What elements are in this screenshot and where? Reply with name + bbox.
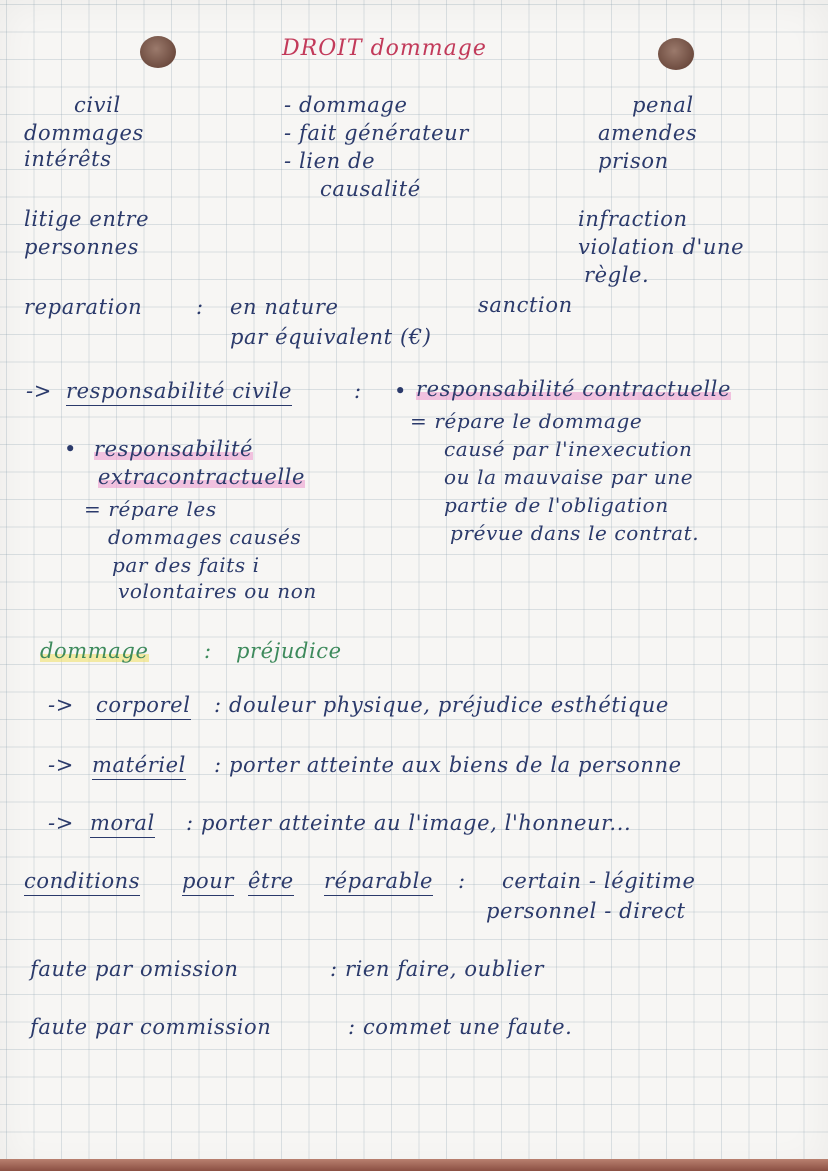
conditions-row-1: certain - légitime bbox=[502, 869, 696, 893]
penal-sanction: sanction bbox=[478, 293, 573, 317]
conditions-word-4: réparable bbox=[324, 868, 433, 896]
resp-arrow: -> bbox=[26, 379, 52, 403]
resp-civile-colon: : bbox=[354, 379, 362, 403]
type-text-materiel: : porter atteinte aux biens de la personne bbox=[214, 753, 682, 777]
element-lien: - lien de bbox=[284, 149, 376, 173]
element-causalite: causalité bbox=[320, 177, 421, 201]
extracontractuelle-title-2: extracontractuelle bbox=[98, 465, 306, 489]
conditions-colon: : bbox=[458, 869, 466, 893]
extracontractuelle-title-1: responsabilité bbox=[94, 437, 254, 461]
penal-heading: penal bbox=[632, 93, 694, 117]
type-text-moral: : porter atteinte au l'image, l'honneur... bbox=[186, 811, 632, 835]
civil-litige-1: litige entre bbox=[24, 207, 150, 231]
extracontractuelle-line-4: volontaires ou non bbox=[118, 579, 317, 603]
conditions-row-2: personnel - direct bbox=[486, 899, 686, 923]
type-label-corporel: corporel bbox=[96, 692, 191, 720]
conditions-word-1: conditions bbox=[24, 868, 140, 896]
page-bottom-edge bbox=[0, 1159, 828, 1171]
penal-infraction-2: violation d'une bbox=[578, 235, 745, 259]
binder-hole-left bbox=[140, 36, 176, 68]
reparation-equivalent: par équivalent (€) bbox=[230, 325, 432, 349]
penal-infraction-3: règle. bbox=[584, 263, 650, 287]
reparation-colon: : bbox=[196, 295, 204, 319]
penal-line-1: amendes bbox=[598, 121, 698, 145]
penal-infraction-1: infraction bbox=[578, 207, 688, 231]
civil-line-2: intérêts bbox=[24, 147, 112, 171]
faute-commission-text: : commet une faute. bbox=[348, 1015, 573, 1039]
resp-civile-title: responsabilité civile bbox=[66, 378, 292, 406]
type-label-materiel: matériel bbox=[92, 752, 186, 780]
civil-heading: civil bbox=[74, 93, 121, 117]
binder-hole-right bbox=[658, 38, 694, 70]
faute-commission-label: faute par commission bbox=[30, 1015, 272, 1039]
conditions-word-3: être bbox=[248, 868, 294, 896]
faute-omission-text: : rien faire, oublier bbox=[330, 957, 545, 981]
contractuelle-line-5: prévue dans le contrat. bbox=[450, 521, 700, 545]
extracontractuelle-line-3: par des faits i bbox=[112, 553, 260, 577]
dommage-colon: : bbox=[204, 639, 212, 663]
faute-omission-label: faute par omission bbox=[30, 957, 239, 981]
element-fait-generateur: - fait générateur bbox=[284, 121, 469, 145]
dommage-label: dommage bbox=[40, 639, 149, 663]
extracontractuelle-line-2: dommages causés bbox=[108, 525, 302, 549]
civil-litige-2: personnes bbox=[24, 235, 139, 259]
type-label-moral: moral bbox=[90, 810, 155, 838]
type-arrow: -> bbox=[48, 811, 74, 835]
conditions-word-2: pour bbox=[182, 868, 234, 896]
reparation-nature: en nature bbox=[230, 295, 339, 319]
contractuelle-line-3: ou la mauvaise par une bbox=[444, 465, 694, 489]
element-dommage: - dommage bbox=[284, 93, 408, 117]
type-text-corporel: : douleur physique, préjudice esthétique bbox=[214, 693, 669, 717]
extracontractuelle-line-1: = répare les bbox=[84, 497, 217, 521]
contractuelle-line-1: = répare le dommage bbox=[410, 409, 643, 433]
contractuelle-line-4: partie de l'obligation bbox=[444, 493, 669, 517]
contractuelle-bullet: • bbox=[394, 379, 407, 403]
extracontractuelle-bullet: • bbox=[64, 437, 77, 461]
type-arrow: -> bbox=[48, 693, 74, 717]
penal-line-2: prison bbox=[598, 149, 669, 173]
type-arrow: -> bbox=[48, 753, 74, 777]
dommage-value: préjudice bbox=[236, 639, 342, 663]
contractuelle-line-2: causé par l'inexecution bbox=[444, 437, 693, 461]
reparation-label: reparation bbox=[24, 295, 143, 319]
contractuelle-title: responsabilité contractuelle bbox=[416, 377, 732, 401]
civil-line-1: dommages bbox=[24, 121, 144, 145]
page-title: DROIT dommage bbox=[282, 36, 487, 61]
